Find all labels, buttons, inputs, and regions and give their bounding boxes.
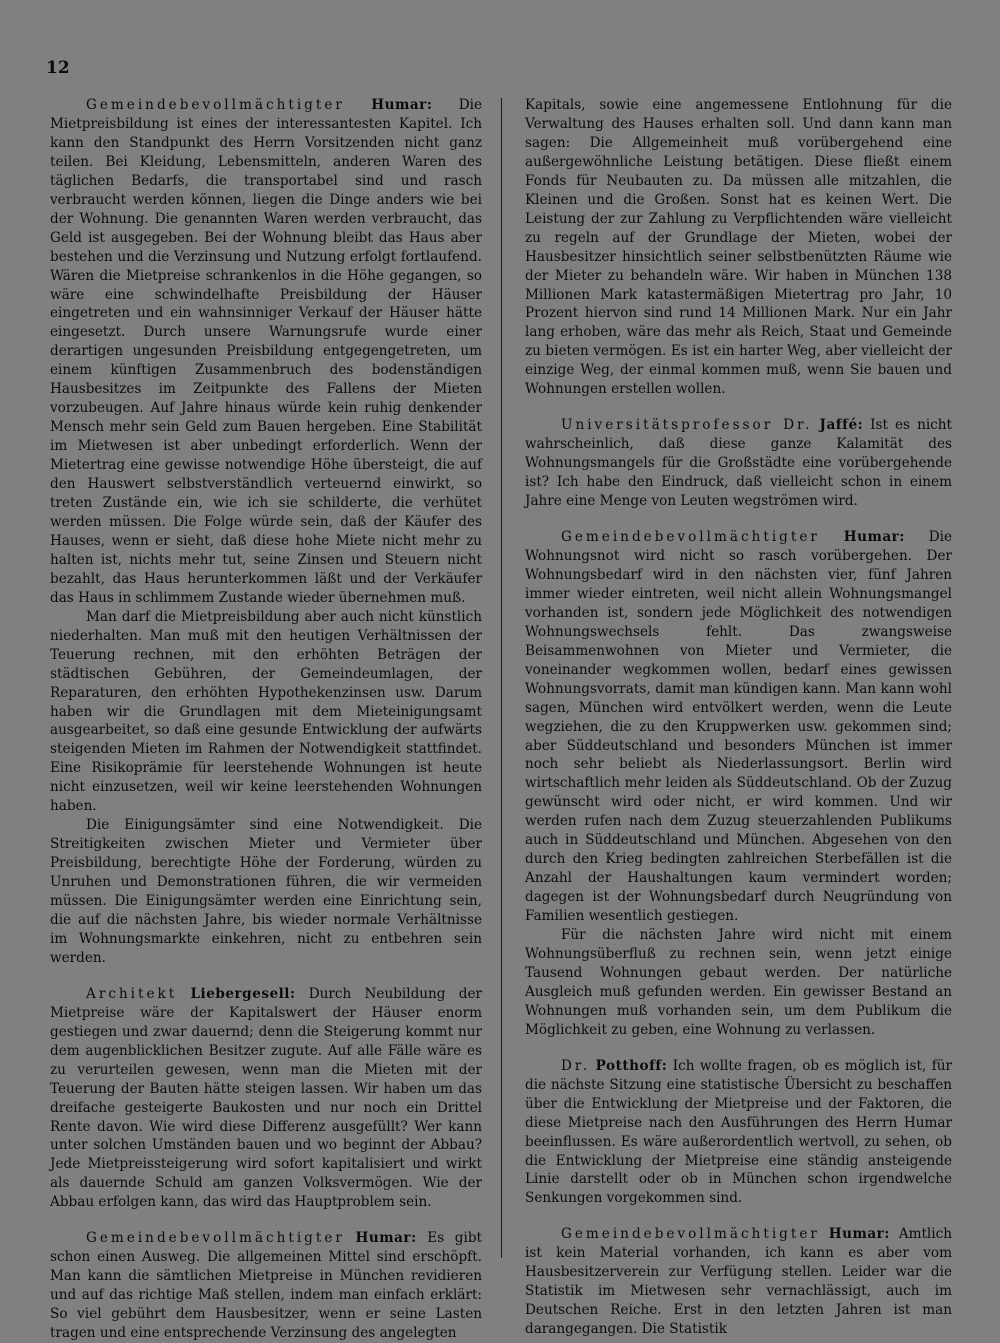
- paragraph-text: Amtlich ist kein Material vorhanden, ich kann es aber vom Hausbesitzerverein zur Verfügung stellen. Leider war die Statistik im Mietwesen sehr vernachlässigt, auch im Deutschen Reiche. Erst in den letzten Jahren ist man darangegangen. Die Statistik: [525, 1226, 952, 1338]
- paragraph: [525, 926, 952, 1040]
- paragraph: [525, 1225, 952, 1339]
- speaker-name: Jaffé:: [819, 417, 864, 434]
- speaker-title: Architekt: [86, 985, 178, 1002]
- speaker-name: Humar:: [371, 97, 433, 113]
- page-number: 12: [46, 58, 70, 78]
- speaker-name: Humar:: [355, 1230, 417, 1247]
- paragraph: [525, 528, 952, 926]
- paragraph-text: Ist es nicht wahrscheinlich, daß diese ganze Kalamität des Wohnungsmangels für die Großstädte eine vorübergehende ist? Ich habe den Eindruck, daß vielleicht schon in einem Jahre eine Menge von Leuten wegströmen wird.: [525, 417, 953, 510]
- paragraph: [50, 96, 482, 608]
- paragraph-text: Es gibt schon einen Ausweg. Die allgemeinen Mittel sind erschöpft. Man kann die sämtlichen Mietpreise in München revidieren und auf das richtige Maß stellen, indem man einfach erklärt: So viel gebührt dem Hausbesitzer, wenn er seine Lasten tragen und eine entsprechende Verzinsung des angelegten: [50, 1230, 483, 1342]
- speaker-name: Humar:: [843, 529, 905, 546]
- speaker-title: Gemeindebevollmächtigter: [86, 97, 345, 113]
- paragraph-text: Durch Neubildung der Mietpreise wäre der Kapitalswert der Häuser enorm gestiegen und zwar dauernd; denn die Steigerung kommt nur dem augenblicklichen Besitzer zugute. Auf alle Fälle wäre es zu verurteilen gewesen, wenn man die Mieten mit der Teuerung der Bauten hätte steigen lassen. Wir haben um das dreifache gesteigerte Baukosten und nur noch ein Drittel Rente davon. Wie wird diese Differenz ausgefüllt? Wer kann unter solchen Umständen bauen und wo beginnt der Abbau? Jede Mietpreissteigerung wird sofort kapitalisiert und wirkt als dauernde Schuld am ganzen Volksvermögen. Wie der Abbau erfolgen kann, das wird das Hauptproblem sein.: [50, 985, 482, 1211]
- paragraph-text: Die Einigungsämter sind eine Notwendigkeit. Die Streitigkeiten zwischen Mieter und Vermieter über Preisbildung, berechtigte Höhe der Forderung, würden zu Unruhen und Demonstrationen führen, die wir vermeiden müssen. Die Einigungsämter werden eine Einrichtung sein, die auf die nächsten Jahre, bis wieder normale Verhältnisse im Wohnungsmarkte einkehren, nicht zu entbehren sein werden.: [50, 817, 482, 966]
- speaker-name: Potthoff:: [595, 1057, 668, 1074]
- speaker-name: Liebergesell:: [190, 985, 296, 1002]
- speaker-title: Dr.: [561, 1057, 591, 1074]
- right-column: [525, 96, 952, 1339]
- speaker-title: Gemeindebevollmächtigter: [561, 1226, 820, 1243]
- paragraph: [50, 816, 482, 968]
- paragraph: [525, 416, 952, 511]
- paragraph-text: Ich wollte fragen, ob es möglich ist, für die nächste Sitzung eine statistische Übersicht zu beschaffen über die Entwicklung der Mietpreise und der Faktoren, die diese Mietpreise nach den Ausführungen des Herrn Humar beeinflussen. Es wäre außerordentlich wertvoll, zu sehen, ob die Entwicklung der Mietpreise eine ständig ansteigende Linie darstellt oder ob in München schon irgendwelche Senkungen vorgekommen sind.: [525, 1057, 952, 1207]
- paragraph-text: Für die nächsten Jahre wird nicht mit einem Wohnungsüberfluß zu rechnen sein, wenn jetzt einige Tausend Wohnungen gebaut werden. Der natürliche Ausgleich muß gefunden werden. Ein gewisser Bestand an Wohnungen muß vorhanden sein, um dem Publikum die Möglichkeit zu geben, eine Wohnung zu verlassen.: [525, 927, 952, 1038]
- paragraph-text: Die Mietpreisbildung ist eines der interessantesten Kapitel. Ich kann den Standpunkt des Herrn Vorsitzenden nicht ganz teilen. Bei Kleidung, Lebensmitteln, anderen Waren des täglichen Bedarfs, die transportabel sind und rasch verbraucht werden können, liegen die Dinge anders wie bei der Wohnung. Die genannten Waren werden verbraucht, das Geld ist ausgegeben. Bei der Wohnung bleibt das Haus aber bestehen und die Verzinsung und Nutzung erfolgt fortlaufend. Wären die Mietpreise schrankenlos in die Höhe gegangen, so wäre eine schwindelhafte Preisbildung der Häuser eingetreten und ein wahnsinniger Verkauf der Häuser hätte eingesetzt. Durch unsere Warnungsrufe wurde einer derartigen ungesunden Preisbildung entgegengetreten, um einem künftigen Zusammenbruch des bodenständigen Hausbesitzes im Zeitpunkte des Fallens der Mieten vorzubeugen. Auf Jahre hinaus würde kein ruhig denkender Mensch mehr sein Geld zum Bauen hergeben. Eine Stabilität im Mietwesen ist aber unbedingt erforderlich. Wenn der Mietertrag eine gewisse notwendige Höhe übersteigt, die auf den Hauswert selbstverständlich verteuernd einwirkt, so treten Zustände ein, wie ich sie schilderte, die verhütet werden müssen. Die Folge würde sein, daß der Käufer des Hauses, wenn er sieht, daß diese hohe Miete nicht mehr zu halten ist, nichts mehr tut, seine Zinsen und Steuern nicht bezahlt, das Haus herunterkommen läßt und der Verkäufer das Haus in schlimmem Zustande wieder übernehmen muß.: [50, 97, 482, 606]
- paragraph: [525, 1057, 952, 1209]
- paragraph: [525, 96, 952, 399]
- paragraph-text: Man darf die Mietpreisbildung aber auch nicht künstlich niederhalten. Man muß mit den heutigen Verhältnissen der Teuerung rechnen, mit den erhöhten Beträgen der städtischen Gebühren, der Gemeindeumlagen, der Reparaturen, den erhöhten Hypothekenzinsen usw. Darum haben wir die Grundlagen mit dem Mieteinigungsamt ausgearbeitet, so daß eine gesunde Entwicklung der aufwärts steigenden Mieten im Rahmen der Notwendigkeit stattfindet. Eine Risikoprämie für leerstehende Wohnungen ist heute nicht einzusetzen, weil wir keine leerstehenden Wohnungen haben.: [50, 608, 482, 815]
- paragraph: [50, 608, 482, 816]
- paragraph: [50, 1229, 482, 1343]
- speaker-title: Universitätsprofessor Dr.: [561, 417, 813, 434]
- speaker-title: Gemeindebevollmächtigter: [561, 529, 820, 546]
- speaker-title: Gemeindebevollmächtigter: [86, 1230, 345, 1247]
- paragraph-text: Kapitals, sowie eine angemessene Entlohnung für die Verwaltung des Hauses erhalten soll. Und dann kann man sagen: Die Allgemeinheit muß vorübergehend eine außergewöhnliche Leistung betätigen. Diese fließt einem Fonds für Neubauten zu. Da müssen alle mitzahlen, die Kleinen und die Großen. Sonst hat es keinen Wert. Die Leistung der zur Zahlung zu Verpflichtenden wäre vielleicht zu regeln auf der Grundlage der Mieten, wobei der Hausbesitzer hinsichtlich seiner selbstbenützten Räume wie der Mieter zu behandeln wäre. Wir haben in München 138 Millionen Mark katastermäßigen Mietertrag pro Jahr, 10 Prozent hiervon sind rund 14 Millionen Mark. Nur ein Jahr lang erhoben, wäre das mehr als Reich, Staat und Gemeinde zu bieten vermögen. Es ist ein harter Weg, aber vielleicht der einzige Weg, der einmal kommen muß, wenn Sie bauen und Wohnungen erstellen wollen.: [525, 97, 952, 398]
- paragraph-text: Die Wohnungsnot wird nicht so rasch vorübergehen. Der Wohnungsbedarf wird in den nächsten vier, fünf Jahren immer wieder eintreten, weil nicht allein Wohnungsmangel vorhanden ist, sondern jede Möglichkeit des notwendigen Wohnungswechsels fehlt. Das zwangsweise Beisammenwohnen von Mieter und Vermieter, die voneinander wegkommen wollen, bedarf eines gewissen Wohnungsvorrats, damit man kündigen kann. Man kann wohl sagen, München wird entvölkert werden, wenn die Leute wegziehen, die zu den Kruppwerken usw. gekommen sind; aber Süddeutschland und besonders München ist immer noch sehr beliebt als Niederlassungsort. Berlin wird wirtschaftlich mehr leiden als Süddeutschland. Ob der Zuzug gewünscht wird oder nicht, er wird kommen. Und wir werden rufen nach dem Zuzug steuerzahlenden Publikums auch in Süddeutschland und München. Abgesehen von den durch den Krieg bedingten zahlreichen Sterbefällen ist die Anzahl der Haushaltungen kaum vermindert worden; dagegen ist der Wohnungsbedarf durch Neugründung von Familien wesentlich gestiegen.: [525, 529, 952, 925]
- left-column: [50, 96, 482, 1343]
- column-divider: [501, 98, 502, 1258]
- speaker-name: Humar:: [828, 1226, 890, 1243]
- paragraph: [50, 985, 482, 1212]
